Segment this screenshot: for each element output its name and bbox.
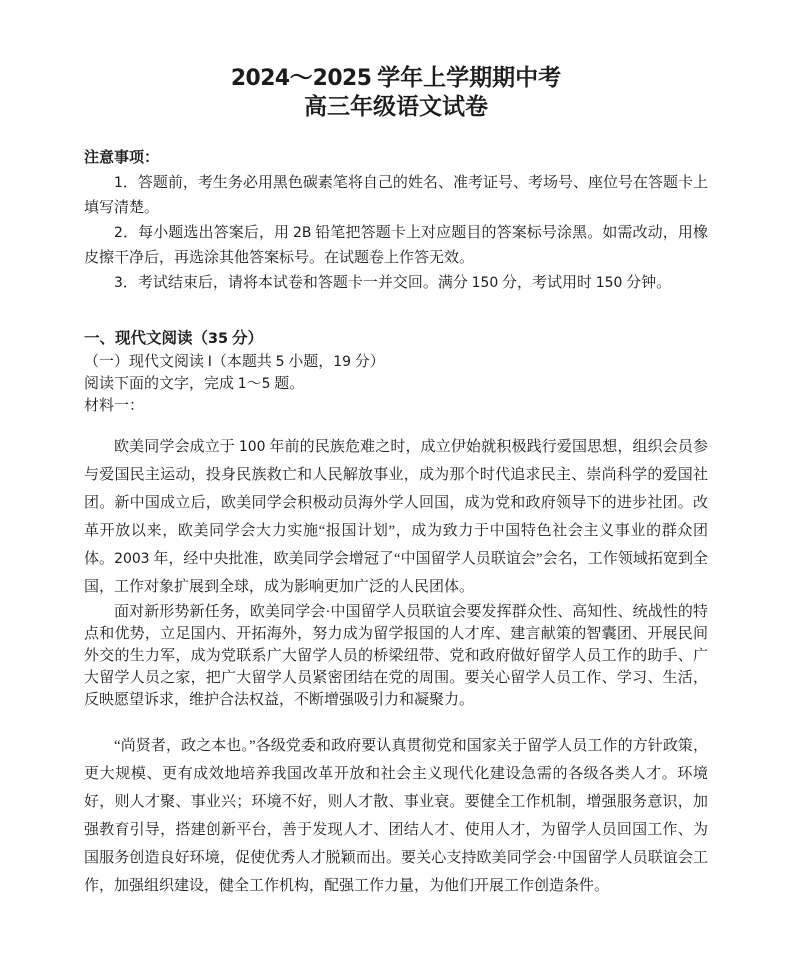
notice-item-3: 3．考试结束后，请将本试卷和答题卡一并交回。满分 150 分，考试用时 150 分钟。 — [114, 275, 672, 291]
material-paragraph: 面对新形势新任务，欧美同学会·中国留学人员联谊会要发挥群众性、高知性、统战性的特点和优势，立足国内、开拓海外，努力成为留学报国的人才库、建言献策的智囊团、开展民间外交的生力军，成为党联系广大留学人员的桥梁纽带、党和政府做好留学人员工作的助手、广大留学人员之家，把广大留学人员紧密团结在党的周围。要关心留学人员工作、学习、生活，反映愿望诉求，维护合法权益，不断增强吸引力和凝聚力。 — [84, 604, 708, 708]
exam-title-line2: 高三年级语文试卷 — [304, 94, 488, 119]
notice-section — [84, 146, 708, 296]
notice-item-1: 1．答题前，考生务必用黑色碳素笔将自己的姓名、准考证号、考场号、座位号在答题卡上填写清楚。 — [84, 175, 708, 216]
reading-subsection-heading: （一）现代文阅读 I（本题共 5 小题，19 分） — [84, 354, 385, 370]
material-paragraph: 欧美同学会成立于 100 年前的民族危难之时，成立伊始就积极践行爱国思想，组织会员参与爱国民主运动，投身民族救亡和人民解放事业，成为那个时代追求民主、崇尚科学的爱国社团。新中国成立后，欧美同学会积极动员海外学人回国，成为党和政府领导下的进步社团。改革开放以来，欧美同学会大力实施“报国计划”，成为致力于中国特色社会主义事业的群众团体。2003 年，经中央批准，欧美同学会增冠了“中国留学人员联谊会”会名，工作领域拓宽到全国，工作对象扩展到全球，成为影响更加广泛的人民团体。 — [84, 439, 708, 595]
material-one-label: 材料一： — [84, 398, 145, 414]
material-one-body — [84, 433, 708, 900]
section-one-heading: 一、现代文阅读（35 分） — [84, 330, 263, 347]
exam-header — [84, 64, 708, 121]
reading-instruction: 阅读下面的文字，完成 1～5 题。 — [84, 376, 305, 392]
notice-item-2: 2．每小题选出答案后，用 2B 铅笔把答题卡上对应题目的答案标号涂黑。如需改动，用橡皮擦干净后，再选涂其他答案标号。在试题卷上作答无效。 — [84, 225, 708, 266]
material-paragraph: “尚贤者，政之本也。”各级党委和政府要认真贯彻党和国家关于留学人员工作的方针政策，更大规模、更有成效地培养我国改革开放和社会主义现代化建设急需的各级各类人才。环境好，则人才聚、事业兴；环境不好，则人才散、事业衰。要健全工作机制，增强服务意识，加强教育引导，搭建创新平台，善于发现人才、团结人才、使用人才，为留学人员回国工作、为国服务创造良好环境，促使优秀人才脱颖而出。要关心支持欧美同学会·中国留学人员联谊会工作，加强组织建设，健全工作机构，配强工作力量，为他们开展工作创造条件。 — [84, 738, 708, 894]
notice-heading: 注意事项： — [84, 150, 160, 166]
reading-section — [84, 327, 708, 900]
exam-title-line1: 2024～2025 学年上学期期中考 — [230, 65, 562, 91]
